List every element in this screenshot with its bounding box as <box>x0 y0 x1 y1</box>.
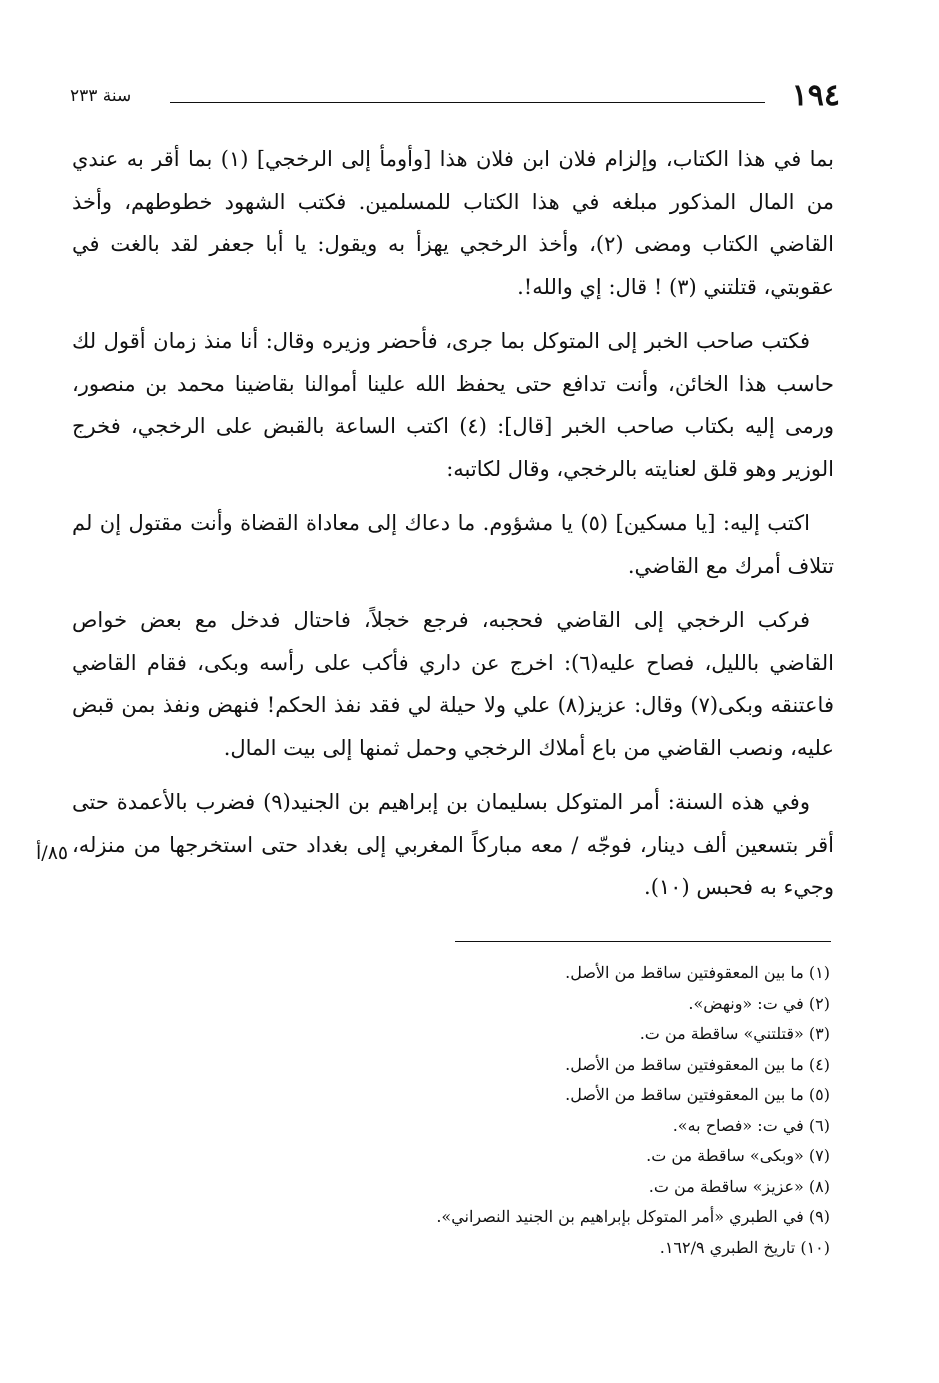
footnote-divider <box>455 941 831 942</box>
header-divider <box>170 102 765 103</box>
paragraph: اكتب إليه: [يا مسكين] (٥) يا مشؤوم. ما دعاك إلى معاداة القضاة وأنت مقتول إن لم تتلاف أمرك مع القاضي. <box>72 511 834 578</box>
footnote: (١) ما بين المعقوفتين ساقط من الأصل. <box>565 963 830 982</box>
page-header <box>70 76 840 116</box>
footnote: (٦) في ت: «فصاح به». <box>672 1115 830 1135</box>
manuscript-folio-note: ٨٥/أ <box>36 842 69 864</box>
main-text <box>72 138 834 921</box>
footnote: (٨) «عزيز» ساقطة من ت. <box>648 1176 830 1196</box>
footnote: (٣) «قتلتني» ساقطة من ت. <box>639 1024 830 1043</box>
footnote: (٥) ما بين المعقوفتين ساقط من الأصل. <box>565 1085 830 1104</box>
paragraph: وفي هذه السنة: أمر المتوكل بسليمان بن إبراهيم بن الجنيد(٩) فضرب بالأعمدة حتى أقر بتسعين ألف دينار، فوجّه / معه مباركاً المغربي إلى بغداد حتى استخرجها من منزله، وجيء به فحبس (١٠). <box>72 790 834 899</box>
footnote: (٩) في الطبري «أمر المتوكل بإبراهيم بن الجنيد النصراني». <box>436 1207 830 1226</box>
footnotes-list <box>200 958 830 1263</box>
footnote: (٧) «وبكى» ساقطة من ت. <box>646 1146 830 1165</box>
footnote: (٤) ما بين المعقوفتين ساقط من الأصل. <box>565 1054 830 1074</box>
paragraph: فركب الرخجي إلى القاضي فحجبه، فرجع خجلاً، فاحتال فدخل مع بعض خواص القاضي بالليل، فصاح عليه(٦): اخرج عن داري فأكب على رأسه وبكى، فقام القاضي فاعتنقه وبكى(٧) وقال: عزيز(٨) علي ولا حيلة لي فقد نفذ الحكم! فنهض ونفذ بمن قبض عليه، ونصب القاضي من باع أملاك الرخجي وحمل ثمنها إلى بيت المال. <box>72 608 834 760</box>
footnote: (١٠) تاريخ الطبري ١٦٢/٩. <box>659 1237 830 1257</box>
running-head-year: سنة ٢٣٣ <box>70 86 132 106</box>
footnote: (٢) في ت: «ونهض». <box>688 993 830 1013</box>
paragraph: بما في هذا الكتاب، وإلزام فلان ابن فلان هذا [وأومأ إلى الرخجي] (١) بما أقر به عندي من المال المذكور مبلغه في هذا الكتاب للمسلمين. فكتب الشهود خطوطهم، وأخذ القاضي الكتاب ومضى (٢)، وأخذ الرخجي يهزأ به ويقول: يا أبا جعفر لقد بالغت في عقوبتي، قتلتني (٣) ! قال: إي والله!. <box>72 147 835 299</box>
paragraph: فكتب صاحب الخبر إلى المتوكل بما جرى، فأحضر وزيره وقال: أنا منذ زمان أقول لك حاسب هذا الخائن، وأنت تدافع حتى يحفظ الله علينا أموالنا بقاضينا محمد بن منصور، ورمى إليه بكتاب صاحب الخبر [قال]: (٤) اكتب الساعة بالقبض على الرخجي، فخرج الوزير وهو قلق لعنايته بالرخجي، وقال لكاتبه: <box>72 329 834 481</box>
page-number: ١٩٤ <box>791 78 840 113</box>
